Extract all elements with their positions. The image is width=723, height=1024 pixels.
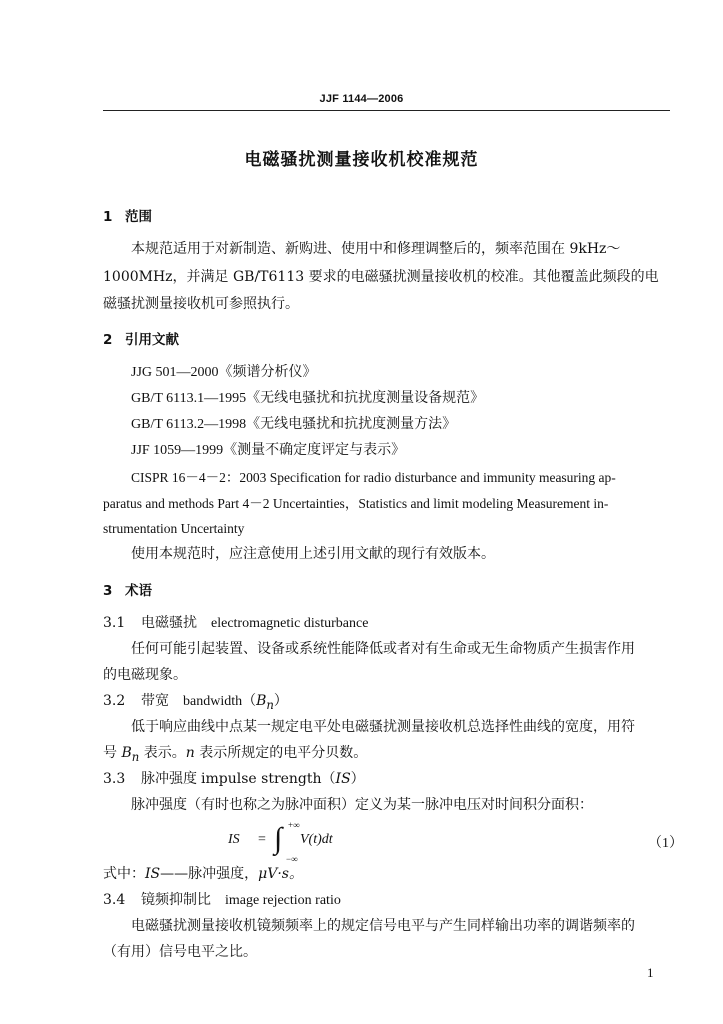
formula-upper-limit: +∞ (288, 820, 300, 830)
section-1-para-line: 1000MHz，并满足 GB/T6113 要求的电磁骚扰测量接收机的校准。其他覆盖此频段的电 (103, 269, 659, 285)
term-3-2-definition: 低于响应曲线中点某一规定电平处电磁骚扰测量接收机总选择性曲线的宽度，用符 (131, 719, 635, 735)
term-3-1-heading: 3.1 电磁骚扰 electromagnetic disturbance (103, 615, 369, 631)
formula-where-clause: 式中：IS——脉冲强度，μV·s。 (103, 866, 303, 882)
section-1-para-line: 磁骚扰测量接收机可参照执行。 (103, 296, 299, 312)
term-3-3-heading: 3.3 脉冲强度 impulse strength（IS） (103, 771, 365, 787)
document-title: 电磁骚扰测量接收机校准规范 (244, 150, 479, 170)
section-1-heading: 1 范围 (103, 209, 152, 225)
formula-lhs: IS (228, 832, 240, 847)
formula-lower-limit: −∞ (286, 854, 298, 864)
reference-item: GB/T 6113.1—1995《无线电骚扰和抗扰度测量设备规范》 (131, 391, 485, 406)
reference-item: JJF 1059—1999《测量不确定度评定与表示》 (131, 443, 406, 458)
section-1-para-line: 本规范适用于对新制造、新购进、使用中和修理调整后的，频率范围在 9kHz～ (131, 241, 621, 257)
integral-sign-icon: ∫ (274, 822, 283, 855)
term-3-1-definition: 的电磁现象。 (103, 667, 187, 683)
term-3-1-definition: 任何可能引起装置、设备或系统性能降低或者对有生命或无生命物质产生损害作用 (131, 641, 635, 657)
section-3-heading: 3 术语 (103, 583, 152, 599)
reference-item: JJG 501—2000《频谱分析仪》 (131, 365, 317, 380)
page-number: 1 (647, 965, 654, 980)
term-3-4-definition: （有用）信号电平之比。 (103, 944, 257, 960)
term-3-2-definition: 号 $B_n$ 表示。n 表示所规定的电平分贝数。 (103, 745, 368, 764)
header-rule (103, 110, 670, 111)
reference-item: GB/T 6113.2—1998《无线电骚扰和抗扰度测量方法》 (131, 417, 457, 432)
equation-number: （1） (648, 836, 683, 851)
page-header: JJF 1144—2006 (319, 93, 404, 105)
reference-item-cispr-cont: strumentation Uncertainty (103, 521, 245, 536)
section-2-heading: 2 引用文献 (103, 332, 179, 348)
references-note: 使用本规范时，应注意使用上述引用文献的现行有效版本。 (131, 546, 495, 562)
term-3-2-heading: 3.2 带宽 $bandwidth(B_n)$ (103, 693, 288, 712)
formula-equals: = (258, 832, 266, 847)
term-3-4-definition: 电磁骚扰测量接收机镜频频率上的规定信号电平与产生同样输出功率的调谐频率的 (131, 918, 635, 934)
reference-item-cispr: CISPR 16－4－2：2003 Specification for radio disturbance and immunity measuring ap- (131, 470, 616, 485)
formula-impulse-strength (228, 820, 478, 870)
term-3-4-heading: 3.4 镜频抑制比 image rejection ratio (103, 892, 341, 908)
term-3-3-definition: 脉冲强度（有时也称之为脉冲面积）定义为某一脉冲电压对时间积分面积： (131, 797, 593, 813)
reference-item-cispr-cont: paratus and methods Part 4－2 Uncertainties，Statistics and limit modeling Measurement in- (103, 496, 609, 511)
formula-integrand: V(t)dt (300, 832, 333, 847)
